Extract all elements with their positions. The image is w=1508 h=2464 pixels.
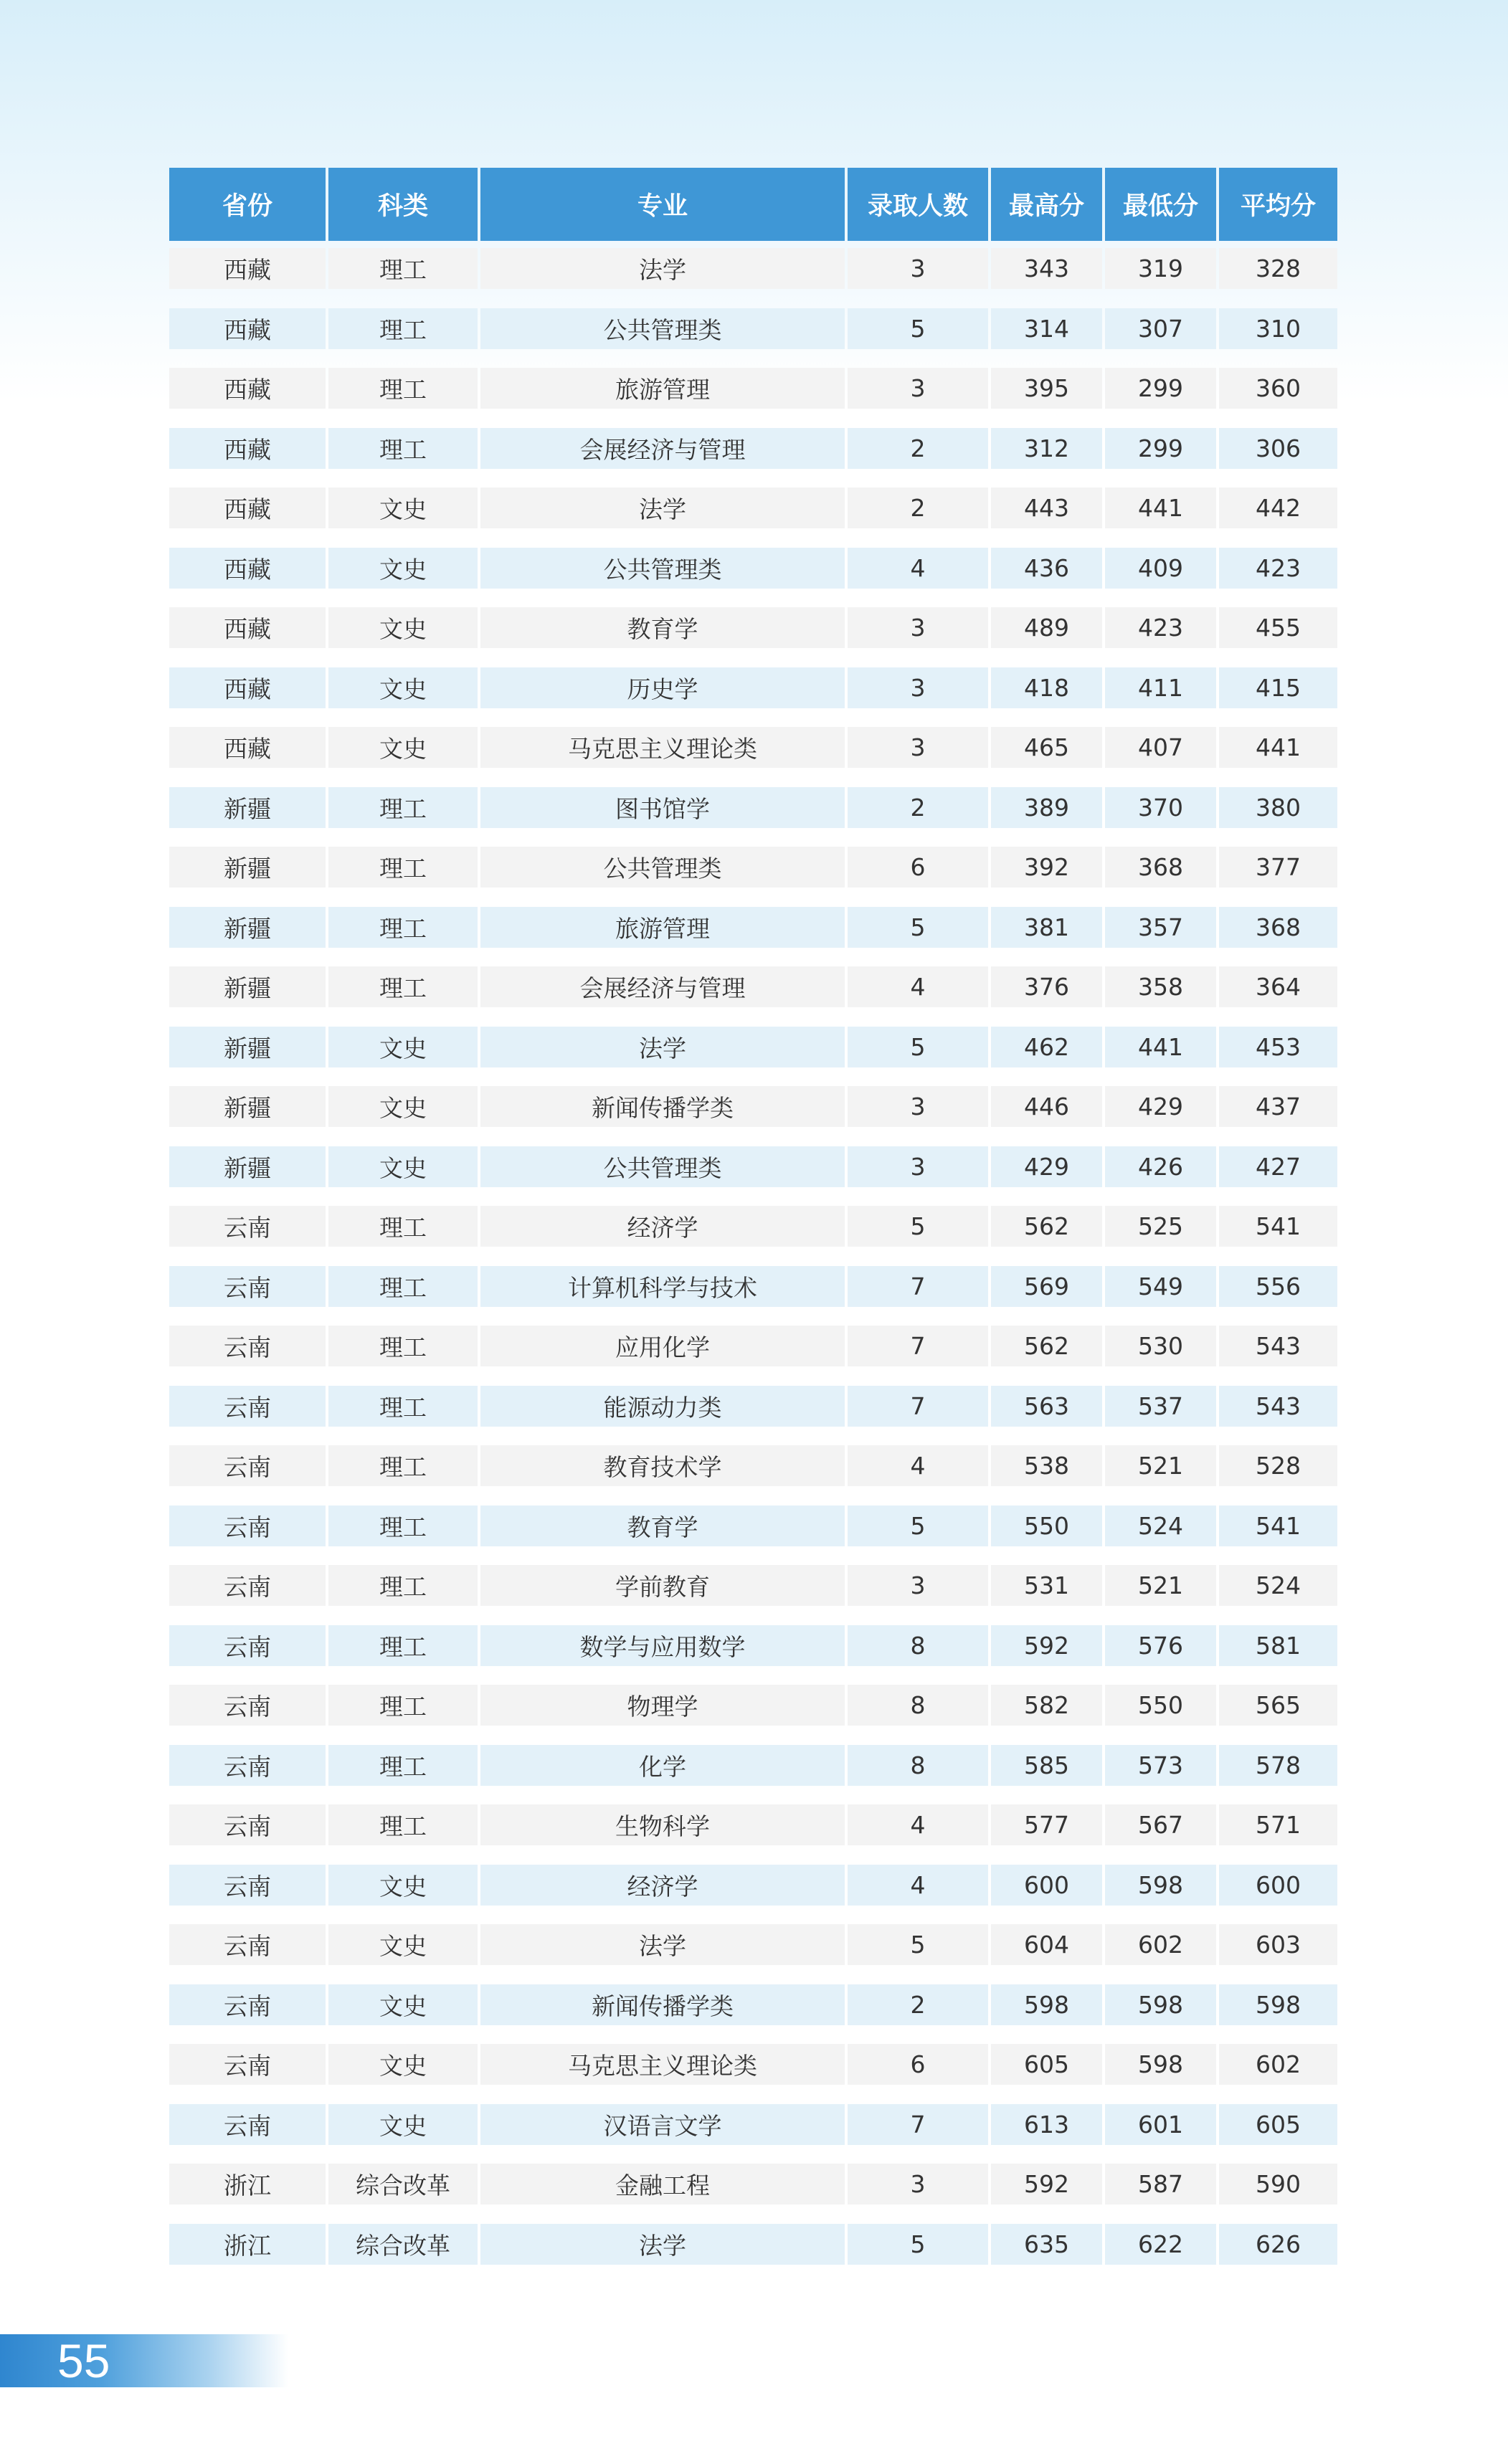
cell-admitted-count: 3 [848, 667, 988, 708]
cell-average-score: 543 [1219, 1386, 1337, 1427]
cell-admitted-count: 7 [848, 1326, 988, 1366]
cell-major: 计算机科学与技术 [480, 1266, 845, 1307]
cell-average-score: 524 [1219, 1565, 1337, 1606]
cell-admitted-count: 5 [848, 1206, 988, 1247]
cell-lowest-score: 602 [1105, 1924, 1216, 1965]
cell-category: 文史 [328, 2044, 478, 2085]
cell-major: 历史学 [480, 667, 845, 708]
cell-average-score: 528 [1219, 1445, 1337, 1486]
cell-lowest-score: 567 [1105, 1804, 1216, 1845]
cell-category: 理工 [328, 308, 478, 349]
cell-admitted-count: 5 [848, 308, 988, 349]
cell-highest-score: 598 [991, 1984, 1102, 2025]
cell-category: 理工 [328, 1745, 478, 1786]
cell-average-score: 328 [1219, 248, 1337, 289]
cell-lowest-score: 426 [1105, 1146, 1216, 1187]
admission-score-table [169, 168, 1337, 2283]
cell-category: 文史 [328, 1865, 478, 1906]
cell-province: 云南 [169, 1386, 326, 1427]
cell-admitted-count: 3 [848, 248, 988, 289]
table-row [169, 667, 1337, 708]
header-admitted-count: 录取人数 [848, 168, 988, 241]
cell-major: 法学 [480, 2224, 845, 2265]
cell-average-score: 441 [1219, 727, 1337, 768]
cell-major: 教育技术学 [480, 1445, 845, 1486]
cell-admitted-count: 5 [848, 1924, 988, 1965]
table-row [169, 1206, 1337, 1247]
cell-category: 理工 [328, 1445, 478, 1486]
table-row [169, 2104, 1337, 2145]
cell-average-score: 310 [1219, 308, 1337, 349]
cell-province: 新疆 [169, 1086, 326, 1127]
cell-major: 化学 [480, 1745, 845, 1786]
cell-category: 文史 [328, 548, 478, 589]
cell-average-score: 571 [1219, 1804, 1337, 1845]
cell-category: 文史 [328, 1027, 478, 1067]
cell-major: 应用化学 [480, 1326, 845, 1366]
table-row [169, 368, 1337, 409]
cell-highest-score: 592 [991, 1625, 1102, 1666]
cell-category: 文史 [328, 667, 478, 708]
cell-major: 公共管理类 [480, 308, 845, 349]
cell-admitted-count: 6 [848, 2044, 988, 2085]
cell-major: 法学 [480, 248, 845, 289]
cell-major: 马克思主义理论类 [480, 2044, 845, 2085]
table-row [169, 1745, 1337, 1786]
cell-highest-score: 605 [991, 2044, 1102, 2085]
cell-average-score: 437 [1219, 1086, 1337, 1127]
cell-major: 汉语言文学 [480, 2104, 845, 2145]
cell-province: 云南 [169, 1984, 326, 2025]
cell-lowest-score: 441 [1105, 487, 1216, 528]
cell-lowest-score: 537 [1105, 1386, 1216, 1427]
cell-major: 物理学 [480, 1685, 845, 1726]
cell-admitted-count: 3 [848, 1146, 988, 1187]
cell-major: 会展经济与管理 [480, 966, 845, 1007]
cell-lowest-score: 598 [1105, 2044, 1216, 2085]
cell-major: 法学 [480, 1027, 845, 1067]
cell-major: 公共管理类 [480, 1146, 845, 1187]
cell-admitted-count: 3 [848, 368, 988, 409]
cell-admitted-count: 3 [848, 2164, 988, 2204]
cell-average-score: 543 [1219, 1326, 1337, 1366]
cell-major: 公共管理类 [480, 548, 845, 589]
table-row [169, 1625, 1337, 1666]
cell-province: 云南 [169, 1804, 326, 1845]
table-row [169, 727, 1337, 768]
table-row [169, 1326, 1337, 1366]
cell-province: 云南 [169, 1924, 326, 1965]
cell-category: 理工 [328, 1326, 478, 1366]
cell-province: 新疆 [169, 966, 326, 1007]
cell-province: 浙江 [169, 2224, 326, 2265]
cell-province: 新疆 [169, 1146, 326, 1187]
cell-highest-score: 389 [991, 787, 1102, 828]
cell-admitted-count: 2 [848, 428, 988, 469]
cell-lowest-score: 358 [1105, 966, 1216, 1007]
table-row [169, 1146, 1337, 1187]
cell-lowest-score: 441 [1105, 1027, 1216, 1067]
table-row [169, 248, 1337, 289]
cell-lowest-score: 622 [1105, 2224, 1216, 2265]
cell-category: 理工 [328, 1206, 478, 1247]
cell-admitted-count: 4 [848, 1445, 988, 1486]
table-row [169, 1924, 1337, 1965]
cell-admitted-count: 5 [848, 1027, 988, 1067]
cell-highest-score: 376 [991, 966, 1102, 1007]
cell-province: 西藏 [169, 727, 326, 768]
cell-category: 理工 [328, 428, 478, 469]
cell-province: 西藏 [169, 487, 326, 528]
cell-province: 西藏 [169, 428, 326, 469]
table-row [169, 2224, 1337, 2265]
cell-highest-score: 429 [991, 1146, 1102, 1187]
cell-province: 西藏 [169, 607, 326, 648]
cell-admitted-count: 8 [848, 1745, 988, 1786]
cell-highest-score: 538 [991, 1445, 1102, 1486]
cell-highest-score: 582 [991, 1685, 1102, 1726]
cell-major: 新闻传播学类 [480, 1984, 845, 2025]
cell-category: 综合改革 [328, 2164, 478, 2204]
cell-highest-score: 592 [991, 2164, 1102, 2204]
cell-major: 旅游管理 [480, 368, 845, 409]
cell-major: 马克思主义理论类 [480, 727, 845, 768]
header-highest-score: 最高分 [991, 168, 1102, 241]
header-lowest-score: 最低分 [1105, 168, 1216, 241]
cell-highest-score: 562 [991, 1206, 1102, 1247]
cell-admitted-count: 2 [848, 1984, 988, 2025]
cell-lowest-score: 370 [1105, 787, 1216, 828]
cell-province: 云南 [169, 1206, 326, 1247]
table-row [169, 2164, 1337, 2204]
table-row [169, 787, 1337, 828]
cell-major: 法学 [480, 1924, 845, 1965]
page-number-tab [0, 2334, 288, 2387]
cell-category: 理工 [328, 787, 478, 828]
table-row [169, 1804, 1337, 1845]
cell-admitted-count: 2 [848, 487, 988, 528]
header-province: 省份 [169, 168, 326, 241]
cell-province: 云南 [169, 1745, 326, 1786]
cell-highest-score: 563 [991, 1386, 1102, 1427]
table-row [169, 1386, 1337, 1427]
cell-province: 西藏 [169, 548, 326, 589]
cell-lowest-score: 368 [1105, 847, 1216, 888]
cell-highest-score: 613 [991, 2104, 1102, 2145]
cell-major: 公共管理类 [480, 847, 845, 888]
cell-highest-score: 531 [991, 1565, 1102, 1606]
cell-lowest-score: 524 [1105, 1505, 1216, 1546]
cell-province: 新疆 [169, 907, 326, 948]
cell-admitted-count: 5 [848, 907, 988, 948]
cell-lowest-score: 521 [1105, 1445, 1216, 1486]
cell-major: 图书馆学 [480, 787, 845, 828]
cell-admitted-count: 6 [848, 847, 988, 888]
cell-average-score: 306 [1219, 428, 1337, 469]
cell-admitted-count: 5 [848, 1505, 988, 1546]
header-category: 科类 [328, 168, 478, 241]
cell-major: 经济学 [480, 1206, 845, 1247]
cell-lowest-score: 409 [1105, 548, 1216, 589]
header-average-score: 平均分 [1219, 168, 1337, 241]
cell-admitted-count: 5 [848, 2224, 988, 2265]
cell-average-score: 590 [1219, 2164, 1337, 2204]
cell-average-score: 380 [1219, 787, 1337, 828]
cell-average-score: 368 [1219, 907, 1337, 948]
cell-lowest-score: 601 [1105, 2104, 1216, 2145]
table-row [169, 1086, 1337, 1127]
cell-admitted-count: 4 [848, 548, 988, 589]
table-row [169, 1565, 1337, 1606]
cell-major: 教育学 [480, 607, 845, 648]
table-row [169, 487, 1337, 528]
cell-province: 西藏 [169, 368, 326, 409]
cell-lowest-score: 525 [1105, 1206, 1216, 1247]
cell-lowest-score: 357 [1105, 907, 1216, 948]
cell-average-score: 541 [1219, 1206, 1337, 1247]
cell-major: 教育学 [480, 1505, 845, 1546]
cell-highest-score: 462 [991, 1027, 1102, 1067]
table-row [169, 1984, 1337, 2025]
table-row [169, 428, 1337, 469]
cell-category: 理工 [328, 1685, 478, 1726]
cell-average-score: 600 [1219, 1865, 1337, 1906]
cell-highest-score: 312 [991, 428, 1102, 469]
cell-highest-score: 577 [991, 1804, 1102, 1845]
cell-lowest-score: 299 [1105, 368, 1216, 409]
cell-category: 理工 [328, 248, 478, 289]
cell-admitted-count: 7 [848, 1266, 988, 1307]
cell-admitted-count: 4 [848, 1865, 988, 1906]
cell-admitted-count: 3 [848, 1086, 988, 1127]
cell-province: 云南 [169, 1326, 326, 1366]
cell-major: 经济学 [480, 1865, 845, 1906]
table-row [169, 1505, 1337, 1546]
cell-highest-score: 600 [991, 1865, 1102, 1906]
table-row [169, 548, 1337, 589]
cell-highest-score: 562 [991, 1326, 1102, 1366]
table-row [169, 308, 1337, 349]
table-header-row [169, 168, 1337, 241]
table-row [169, 907, 1337, 948]
cell-lowest-score: 521 [1105, 1565, 1216, 1606]
cell-category: 文史 [328, 1086, 478, 1127]
cell-lowest-score: 549 [1105, 1266, 1216, 1307]
cell-average-score: 423 [1219, 548, 1337, 589]
cell-category: 理工 [328, 1804, 478, 1845]
cell-highest-score: 392 [991, 847, 1102, 888]
cell-province: 云南 [169, 2044, 326, 2085]
cell-highest-score: 314 [991, 308, 1102, 349]
cell-admitted-count: 7 [848, 1386, 988, 1427]
table-row [169, 607, 1337, 648]
cell-province: 云南 [169, 1565, 326, 1606]
cell-category: 文史 [328, 1984, 478, 2025]
cell-category: 理工 [328, 966, 478, 1007]
cell-major: 法学 [480, 487, 845, 528]
cell-category: 理工 [328, 1625, 478, 1666]
cell-lowest-score: 598 [1105, 1984, 1216, 2025]
cell-admitted-count: 7 [848, 2104, 988, 2145]
table-row [169, 1027, 1337, 1067]
table-row [169, 1685, 1337, 1726]
cell-province: 云南 [169, 1625, 326, 1666]
cell-average-score: 415 [1219, 667, 1337, 708]
cell-category: 文史 [328, 1146, 478, 1187]
cell-average-score: 556 [1219, 1266, 1337, 1307]
cell-category: 文史 [328, 1924, 478, 1965]
cell-admitted-count: 8 [848, 1625, 988, 1666]
cell-average-score: 581 [1219, 1625, 1337, 1666]
cell-lowest-score: 299 [1105, 428, 1216, 469]
cell-highest-score: 550 [991, 1505, 1102, 1546]
cell-major: 新闻传播学类 [480, 1086, 845, 1127]
cell-lowest-score: 407 [1105, 727, 1216, 768]
cell-highest-score: 446 [991, 1086, 1102, 1127]
cell-admitted-count: 3 [848, 727, 988, 768]
cell-province: 云南 [169, 1865, 326, 1906]
cell-admitted-count: 8 [848, 1685, 988, 1726]
cell-admitted-count: 4 [848, 1804, 988, 1845]
cell-admitted-count: 4 [848, 966, 988, 1007]
cell-province: 云南 [169, 2104, 326, 2145]
cell-average-score: 427 [1219, 1146, 1337, 1187]
cell-average-score: 377 [1219, 847, 1337, 888]
cell-category: 理工 [328, 368, 478, 409]
cell-major: 金融工程 [480, 2164, 845, 2204]
cell-lowest-score: 530 [1105, 1326, 1216, 1366]
cell-category: 文史 [328, 727, 478, 768]
cell-average-score: 626 [1219, 2224, 1337, 2265]
cell-major: 学前教育 [480, 1565, 845, 1606]
cell-average-score: 602 [1219, 2044, 1337, 2085]
cell-category: 文史 [328, 487, 478, 528]
cell-province: 西藏 [169, 667, 326, 708]
cell-lowest-score: 411 [1105, 667, 1216, 708]
cell-lowest-score: 576 [1105, 1625, 1216, 1666]
cell-highest-score: 443 [991, 487, 1102, 528]
table-row [169, 847, 1337, 888]
cell-province: 云南 [169, 1505, 326, 1546]
cell-average-score: 541 [1219, 1505, 1337, 1546]
cell-category: 文史 [328, 607, 478, 648]
cell-major: 生物科学 [480, 1804, 845, 1845]
table-row [169, 966, 1337, 1007]
cell-province: 云南 [169, 1445, 326, 1486]
cell-province: 西藏 [169, 308, 326, 349]
cell-major: 会展经济与管理 [480, 428, 845, 469]
cell-category: 理工 [328, 1386, 478, 1427]
cell-highest-score: 395 [991, 368, 1102, 409]
cell-province: 新疆 [169, 787, 326, 828]
table-row [169, 1266, 1337, 1307]
cell-category: 文史 [328, 2104, 478, 2145]
cell-lowest-score: 429 [1105, 1086, 1216, 1127]
cell-average-score: 598 [1219, 1984, 1337, 2025]
cell-province: 西藏 [169, 248, 326, 289]
cell-lowest-score: 307 [1105, 308, 1216, 349]
cell-highest-score: 569 [991, 1266, 1102, 1307]
table-row [169, 1865, 1337, 1906]
cell-category: 理工 [328, 1266, 478, 1307]
cell-category: 理工 [328, 1565, 478, 1606]
cell-admitted-count: 3 [848, 607, 988, 648]
cell-average-score: 578 [1219, 1745, 1337, 1786]
header-major: 专业 [480, 168, 845, 241]
cell-average-score: 565 [1219, 1685, 1337, 1726]
cell-highest-score: 465 [991, 727, 1102, 768]
cell-major: 旅游管理 [480, 907, 845, 948]
cell-lowest-score: 587 [1105, 2164, 1216, 2204]
cell-highest-score: 418 [991, 667, 1102, 708]
cell-category: 理工 [328, 847, 478, 888]
cell-lowest-score: 598 [1105, 1865, 1216, 1906]
cell-lowest-score: 550 [1105, 1685, 1216, 1726]
cell-average-score: 605 [1219, 2104, 1337, 2145]
cell-admitted-count: 3 [848, 1565, 988, 1606]
cell-category: 理工 [328, 907, 478, 948]
cell-category: 综合改革 [328, 2224, 478, 2265]
page-number: 55 [57, 2334, 110, 2387]
cell-province: 云南 [169, 1266, 326, 1307]
table-row [169, 2044, 1337, 2085]
cell-lowest-score: 423 [1105, 607, 1216, 648]
cell-average-score: 603 [1219, 1924, 1337, 1965]
cell-highest-score: 604 [991, 1924, 1102, 1965]
cell-major: 能源动力类 [480, 1386, 845, 1427]
cell-highest-score: 381 [991, 907, 1102, 948]
cell-average-score: 360 [1219, 368, 1337, 409]
cell-highest-score: 343 [991, 248, 1102, 289]
table-body [169, 248, 1337, 2265]
cell-province: 浙江 [169, 2164, 326, 2204]
cell-province: 新疆 [169, 847, 326, 888]
cell-lowest-score: 319 [1105, 248, 1216, 289]
cell-highest-score: 585 [991, 1745, 1102, 1786]
cell-major: 数学与应用数学 [480, 1625, 845, 1666]
cell-province: 云南 [169, 1685, 326, 1726]
table-row [169, 1445, 1337, 1486]
cell-admitted-count: 2 [848, 787, 988, 828]
cell-average-score: 453 [1219, 1027, 1337, 1067]
cell-highest-score: 635 [991, 2224, 1102, 2265]
cell-province: 新疆 [169, 1027, 326, 1067]
cell-lowest-score: 573 [1105, 1745, 1216, 1786]
cell-average-score: 364 [1219, 966, 1337, 1007]
cell-average-score: 442 [1219, 487, 1337, 528]
cell-category: 理工 [328, 1505, 478, 1546]
cell-average-score: 455 [1219, 607, 1337, 648]
cell-highest-score: 489 [991, 607, 1102, 648]
cell-highest-score: 436 [991, 548, 1102, 589]
